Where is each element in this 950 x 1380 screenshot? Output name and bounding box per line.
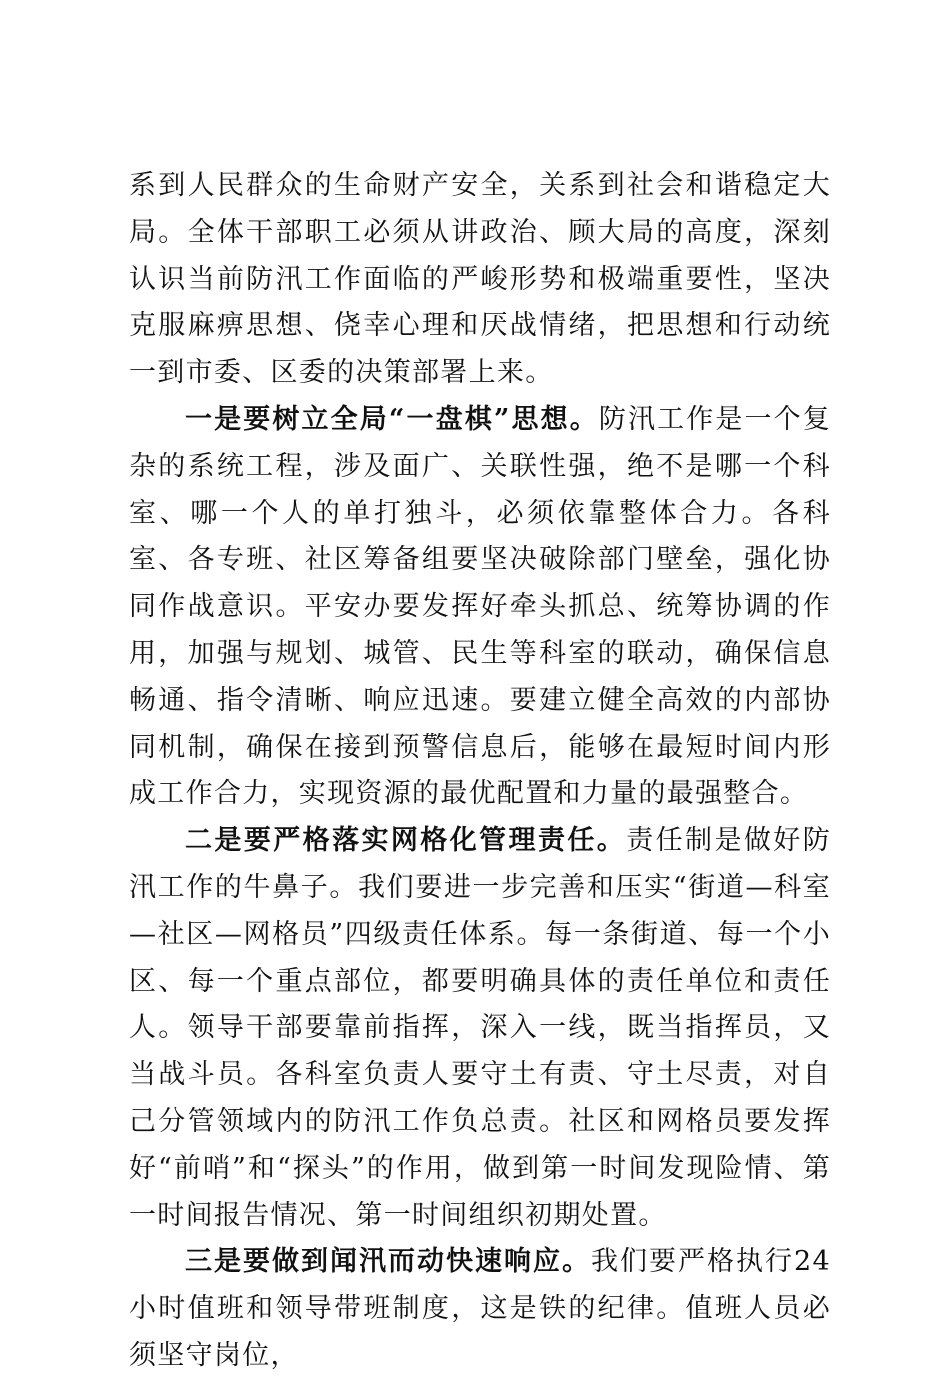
- paragraph-body: 防汛工作是一个复杂的系统工程，涉及面广、关联性强，绝不是哪一个科室、哪一个人的单打独斗，必须依靠整体合力。各科室、各专班、社区筹备组要坚决破除部门壁垒，强化协同作战意识。平安办要发挥好牵头抓总、统筹协调的作用，加强与规划、城管、民生等科室的联动，确保信息畅通、指令清晰、响应迅速。要建立健全高效的内部协同机制，确保在接到预警信息后，能够在最短时间内形成工作合力，实现资源的最优配置和力量的最强整合。: [129, 403, 831, 810]
- paragraph-2: [129, 397, 831, 818]
- paragraph-body: 责任制是做好防汛工作的牛鼻子。我们要进一步完善和压实“街道—科室—社区—网格员”四级责任体系。每一条街道、每一个小区、每一个重点部位，都要明确具体的责任单位和责任人。领导干部要靠前指挥，深入一线，既当指挥员，又当战斗员。各科室负责人要守土有责、守土尽责，对自己分管领域内的防汛工作负总责。社区和网格员要发挥好“前哨”和“探头”的作用，做到第一时间发现险情、第一时间报告情况、第一时间组织初期处置。: [129, 825, 832, 1231]
- paragraph-lead: 二是要严格落实网格化管理责任。: [185, 825, 627, 857]
- paragraph-lead: 三是要做到闻汛而动快速响应。: [185, 1246, 592, 1278]
- paragraph-body: 系到人民群众的生命财产安全，关系到社会和谐稳定大局。全体干部职工必须从讲政治、顾大局的高度，深刻认识当前防汛工作面临的严峻形势和极端重要性，坚决克服麻痹思想、侥幸心理和厌战情绪，把思想和行动统一到市委、区委的决策部署上来。: [129, 170, 831, 389]
- paragraph-1: [129, 163, 831, 397]
- document-page: [129, 163, 831, 1380]
- paragraph-body: 我们要严格执行24小时值班和领导带班制度，这是铁的纪律。值班人员必须坚守岗位，: [129, 1246, 831, 1371]
- paragraph-lead: 一是要树立全局“一盘棋”思想。: [185, 403, 599, 435]
- paragraph-4: [129, 1239, 831, 1379]
- paragraph-3: [129, 818, 831, 1239]
